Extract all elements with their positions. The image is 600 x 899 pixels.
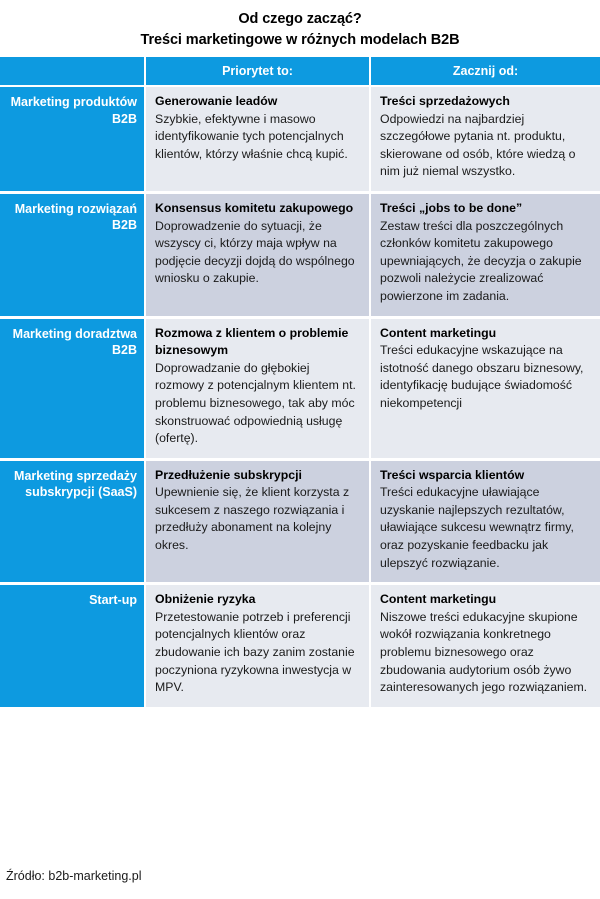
cell-priority-heading: Rozmowa z klientem o problemie biznesowym bbox=[155, 325, 349, 358]
cell-priority bbox=[146, 194, 371, 319]
cell-start-text: Treści edukacyjne wskazujące na istotność danego obszaru biznesowy, identyfikację budujące świadomość niekompetencji bbox=[380, 343, 584, 410]
row-label-start-up: Start-up bbox=[0, 585, 146, 710]
cell-start bbox=[371, 585, 600, 710]
cell-start-text: Niszowe treści edukacyjne skupione wokół rozwiązania konkretnego problemu biznesowego oraz zbudowania audytorium osób żywo zainteresowanych jego rozwiązaniem. bbox=[380, 609, 588, 695]
table-row bbox=[0, 319, 600, 461]
column-header-blank bbox=[0, 57, 146, 87]
cell-start bbox=[371, 461, 600, 586]
row-label-marketing-rozwiazan-b2b: Marketing rozwiązań B2B bbox=[0, 194, 146, 319]
cell-priority bbox=[146, 319, 371, 461]
cell-start-text: Treści edukacyjne uławiające uzyskanie najlepszych rezultatów, uławiające sukcesu wewnątrz firmy, oraz pozyskanie feedbacku jak ulepszyć rozwiązanie. bbox=[380, 485, 574, 570]
row-label-marketing-doradztwa-b2b: Marketing doradztwa B2B bbox=[0, 319, 146, 461]
table-row bbox=[0, 585, 600, 710]
row-label-marketing-sprzedazy-subskrypcji-saas: Marketing sprzedaży subskrypcji (SaaS) bbox=[0, 461, 146, 586]
table-row bbox=[0, 461, 600, 586]
cell-priority-heading: Obniżenie ryzyka bbox=[155, 592, 256, 607]
cell-start bbox=[371, 194, 600, 319]
cell-start-heading: Content marketingu bbox=[380, 592, 497, 607]
cell-priority-heading: Generowanie leadów bbox=[155, 94, 278, 108]
cell-priority bbox=[146, 585, 371, 710]
cell-priority-text: Doprowadzanie do głębokiej rozmowy z potencjalnym klientem nt. problemu biznesowego, tak aby móc skonstruować odpowiednią usługę (ofertę). bbox=[155, 360, 356, 446]
column-header-priority: Priorytet to: bbox=[146, 57, 371, 87]
row-label-marketing-produktow-b2b: Marketing produktów B2B bbox=[0, 87, 146, 194]
cell-start-heading: Treści wsparcia klientów bbox=[380, 467, 525, 482]
table-header bbox=[0, 57, 600, 87]
cell-start bbox=[371, 87, 600, 194]
cell-priority-text: Upewnienie się, że klient korzysta z sukcesem z naszego rozwiązania i przedłuży abonament na kolejny okres. bbox=[155, 485, 350, 553]
table-header-row bbox=[0, 57, 600, 87]
table-row bbox=[0, 194, 600, 319]
cell-start-heading: Content marketingu bbox=[380, 325, 497, 340]
cell-priority-text: Doprowadzenie do sytuacji, że wszyscy ci, którzy maja wpływ na podjęcie decyzji dojdą do wspólnego wniosku o zakupie. bbox=[155, 218, 355, 286]
cell-start bbox=[371, 319, 600, 461]
cell-priority-text: Szybkie, efektywne i masowo identyfikowanie tych potencjalnych klientów, którzy właśnie chcą kupić. bbox=[155, 111, 348, 161]
cell-priority bbox=[146, 461, 371, 586]
cell-priority-heading: Konsensus komitetu zakupowego bbox=[155, 200, 354, 215]
cell-priority bbox=[146, 87, 371, 194]
page-title bbox=[0, 0, 600, 51]
table-row bbox=[0, 87, 600, 194]
cell-priority-text: Przetestowanie potrzeb i preferencji potencjalnych klientów oraz zbudowanie ich bazy zanim zostanie poczyniona ryzykowna inwestycja w MPV. bbox=[155, 609, 355, 695]
cell-start-heading: Treści „jobs to be done” bbox=[380, 200, 523, 215]
title-line-2: Treści marketingowe w różnych modelach B2B bbox=[140, 32, 460, 48]
title-line-1: Od czego zacząć? bbox=[238, 11, 362, 27]
cell-start-heading: Treści sprzedażowych bbox=[380, 94, 510, 108]
comparison-table bbox=[0, 57, 600, 710]
column-header-start: Zacznij od: bbox=[371, 57, 600, 87]
cell-start-text: Zestaw treści dla poszczególnych członków komitetu zakupowego upewniających, że decyzja o zakupie pozwoli należycie zrealizować powierzone im zadania. bbox=[380, 218, 582, 303]
source-attribution: Źródło: b2b-marketing.pl bbox=[6, 869, 142, 883]
table-body bbox=[0, 87, 600, 710]
cell-start-text: Odpowiedzi na najbardziej szczegółowe pytania nt. produktu, skierowane od osób, które wiedzą o nim już niemal wszystko. bbox=[380, 111, 576, 179]
cell-priority-heading: Przedłużenie subskrypcji bbox=[155, 467, 302, 482]
